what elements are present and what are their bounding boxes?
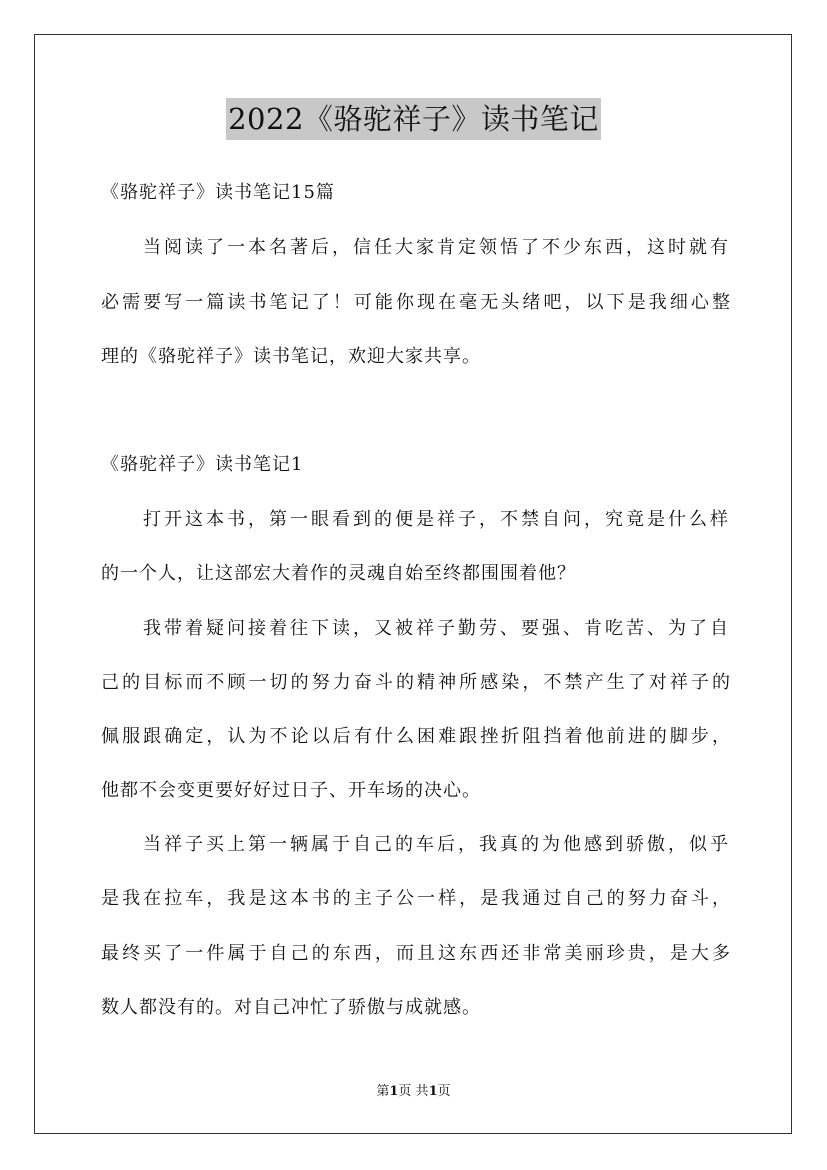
- paragraph3-line-2: 是我在拉车，我是这本书的主子公一样，是我通过自己的努力奋斗，: [101, 888, 731, 909]
- page-suffix: 页: [437, 1084, 451, 1099]
- intro-line-2: 必需要写一篇读书笔记了！可能你现在毫无头绪吧，以下是我细心整: [101, 292, 731, 313]
- document-title: 2022《骆驼祥子》读书笔记: [226, 98, 601, 140]
- intro-line-3: 理的《骆驼祥子》读书笔记，欢迎大家共享。: [101, 346, 481, 367]
- paragraph2-line-4: 他都不会变更要好好过日子、开车场的决心。: [101, 780, 481, 801]
- document-subtitle: 《骆驼祥子》读书笔记15篇: [101, 182, 335, 203]
- paragraph1-line-2: 的一个人，让这部宏大着作的灵魂自始至终都围围着他？: [101, 563, 576, 584]
- paragraph2-line-3: 佩服跟确定，认为不论以后有什么困难跟挫折阻挡着他前进的脚步，: [101, 726, 731, 747]
- page-prefix: 第: [376, 1084, 390, 1099]
- paragraph1-line-1: 打开这本书，第一眼看到的便是祥子，不禁自问，究竟是什么样: [143, 509, 729, 530]
- title-container: [0, 98, 827, 140]
- paragraph3-line-3: 最终买了一件属于自己的东西，而且这东西还非常美丽珍贵，是大多: [101, 943, 731, 964]
- page-total: 1: [428, 1084, 438, 1099]
- section-heading: 《骆驼祥子》读书笔记1: [101, 454, 304, 475]
- paragraph3-line-4: 数人都没有的。对自己冲忙了骄傲与成就感。: [101, 997, 481, 1018]
- page-mid: 页 共: [398, 1084, 429, 1099]
- paragraph3-line-1: 当祥子买上第一辆属于自己的车后，我真的为他感到骄傲，似乎: [143, 834, 729, 855]
- paragraph2-line-2: 己的目标而不顾一切的努力奋斗的精神所感染，不禁产生了对祥子的: [101, 672, 731, 693]
- intro-line-1: 当阅读了一本名著后，信任大家肯定领悟了不少东西，这时就有: [143, 237, 729, 258]
- page-footer: [0, 1083, 827, 1101]
- paragraph2-line-1: 我带着疑问接着往下读，又被祥子勤劳、要强、肯吃苦、为了自: [143, 618, 729, 639]
- page-current: 1: [389, 1084, 399, 1099]
